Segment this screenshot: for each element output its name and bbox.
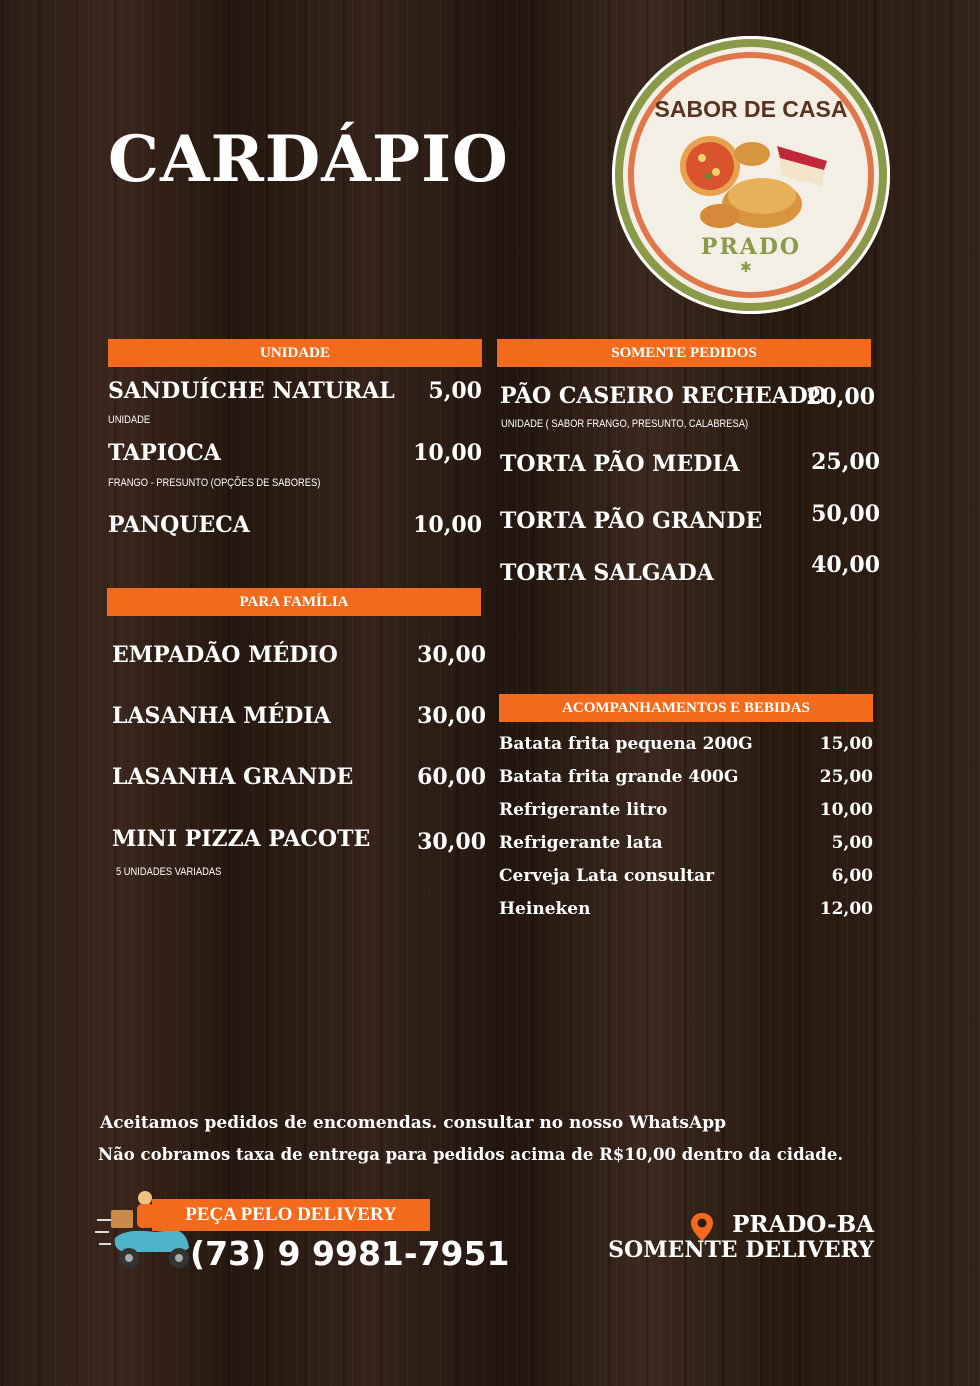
menu-item-note: FRANGO - PRESUNTO (OPÇÕES DE SABORES) — [108, 477, 321, 489]
drink-item-name: Cerveja Lata consultar — [499, 866, 715, 886]
logo-top-text: SABOR DE CASA — [654, 96, 848, 122]
drink-item-price: 15,00 — [819, 734, 873, 754]
delivery-label: PEÇA PELO DELIVERY — [152, 1199, 430, 1231]
delivery-phone[interactable]: (73) 9 9981-7951 — [190, 1234, 510, 1273]
section-header-unidade: UNIDADE — [108, 339, 482, 367]
menu-item-name: SANDUÍCHE NATURAL — [108, 378, 395, 404]
logo-bottom-text: PRADO — [700, 234, 802, 260]
drink-item-price: 10,00 — [819, 800, 873, 820]
menu-item-price: 5,00 — [428, 378, 482, 404]
menu-item-name: LASANHA MÉDIA — [112, 703, 331, 729]
menu-item-name: PANQUECA — [108, 512, 250, 538]
drink-item-name: Batata frita grande 400G — [499, 767, 739, 787]
drink-item-price: 25,00 — [819, 767, 873, 787]
page-title: CARDÁPIO — [108, 122, 509, 197]
menu-item-name: TORTA PÃO GRANDE — [500, 508, 763, 534]
menu-item-note: UNIDADE ( SABOR FRANGO, PRESUNTO, CALABRESA) — [501, 418, 749, 430]
drink-item-name: Refrigerante litro — [499, 800, 668, 820]
menu-item-price: 10,00 — [413, 512, 482, 538]
menu-item-name: EMPADÃO MÉDIO — [112, 642, 338, 668]
brand-logo — [612, 36, 890, 314]
menu-item-note: 5 UNIDADES VARIADAS — [116, 866, 222, 878]
menu-item-price: 25,00 — [811, 449, 880, 475]
palm-tree-icon: ✱ — [740, 260, 752, 276]
menu-item-name: TORTA SALGADA — [500, 560, 714, 586]
drink-item-price: 6,00 — [831, 866, 873, 886]
menu-item-note: UNIDADE — [108, 414, 151, 426]
menu-item-name: LASANHA GRANDE — [112, 764, 354, 790]
menu-item-price: 30,00 — [417, 829, 486, 855]
location-mode: SOMENTE DELIVERY — [608, 1237, 874, 1263]
menu-item-name: TORTA PÃO MEDIA — [500, 451, 740, 477]
menu-item-price: 30,00 — [417, 642, 486, 668]
menu-item-price: 40,00 — [811, 552, 880, 578]
menu-item-name: PÃO CASEIRO RECHEADO — [500, 383, 827, 409]
menu-item-price: 50,00 — [811, 501, 880, 527]
menu-item-price: 10,00 — [413, 440, 482, 466]
drink-item-price: 5,00 — [831, 833, 873, 853]
note-encomendas: Aceitamos pedidos de encomendas. consultar no nosso WhatsApp — [100, 1113, 726, 1133]
location-city: PRADO-BA — [732, 1211, 874, 1238]
menu-item-name: MINI PIZZA PACOTE — [112, 826, 371, 852]
menu-item-price: 60,00 — [417, 764, 486, 790]
drink-item-name: Batata frita pequena 200G — [499, 734, 753, 754]
menu-item-name: TAPIOCA — [108, 440, 221, 466]
section-header-familia: PARA FAMÍLIA — [107, 588, 481, 616]
menu-item-price: 30,00 — [417, 703, 486, 729]
drink-item-name: Heineken — [499, 899, 591, 919]
section-header-bebidas: ACOMPANHAMENTOS E BEBIDAS — [499, 694, 873, 722]
drink-item-price: 12,00 — [819, 899, 873, 919]
drink-item-name: Refrigerante lata — [499, 833, 663, 853]
section-header-pedidos: SOMENTE PEDIDOS — [497, 339, 871, 367]
note-taxa-entrega: Não cobramos taxa de entrega para pedidos acima de R$10,00 dentro da cidade. — [98, 1145, 844, 1164]
menu-item-price: 20,00 — [806, 384, 875, 410]
